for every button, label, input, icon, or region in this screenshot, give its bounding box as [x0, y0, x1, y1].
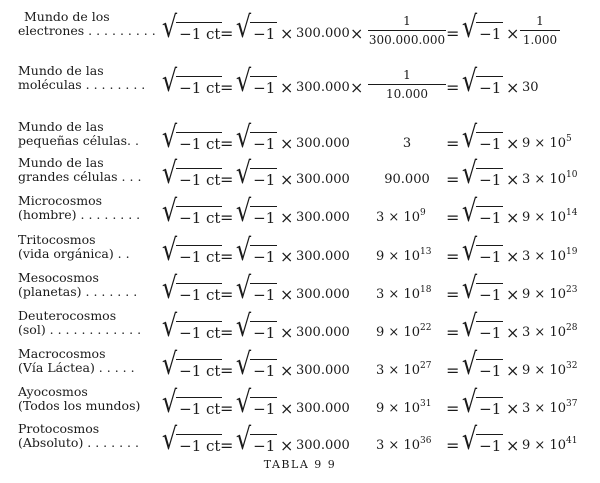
- equals-sign: =: [446, 361, 460, 380]
- term-power: $9 \times 10^{13}$: [376, 247, 432, 264]
- term-fraction: $\frac{1}{10.000}$: [368, 68, 446, 101]
- times-sign: ×: [506, 247, 520, 266]
- equals-sign: =: [220, 247, 234, 266]
- term-fraction: $\frac{1}{300.000.000}$: [368, 14, 446, 47]
- sqrt-one: √ −1: [235, 385, 276, 420]
- equals-sign: =: [220, 170, 234, 189]
- equals-sign: =: [220, 24, 234, 43]
- sqrt-one: √ −1: [461, 271, 502, 306]
- row-label-line1: Ayocosmos: [18, 384, 88, 399]
- equals-sign: =: [220, 134, 234, 153]
- row-label-line2: electrones . . . . . . . . .: [18, 23, 156, 38]
- sqrt-one: √ −1: [461, 10, 502, 45]
- times-sign: ×: [280, 323, 294, 342]
- table-row: [0, 420, 600, 460]
- sqrt-ct: √ −1 ct: [161, 271, 221, 306]
- equals-sign: =: [446, 208, 460, 227]
- sqrt-one: √ −1: [235, 233, 276, 268]
- sqrt-one: √ −1: [235, 347, 276, 382]
- row-label-line2: (Vía Láctea) . . . . .: [18, 360, 135, 375]
- times-sign: ×: [280, 134, 294, 153]
- row-label-line1: Mundo de las: [18, 155, 104, 170]
- equals-sign: =: [220, 78, 234, 97]
- sqrt-one: √ −1: [235, 309, 276, 344]
- sqrt-one: √ −1: [461, 120, 502, 155]
- times-sign: ×: [506, 134, 520, 153]
- factor-value: 300.000: [296, 363, 350, 378]
- result-power: $3 \times 10^{28}$: [522, 323, 578, 340]
- sqrt-one: √ −1: [235, 271, 276, 306]
- sqrt-one: √ −1: [461, 233, 502, 268]
- result-power: $9 \times 10^5$: [522, 134, 572, 151]
- sqrt-ct: √ −1 ct: [161, 385, 221, 420]
- row-label-line1: Mundo de las: [18, 119, 104, 134]
- times-sign: ×: [506, 24, 520, 43]
- times-sign: ×: [506, 208, 520, 227]
- factor-value: 300.000: [296, 287, 350, 302]
- equals-sign: =: [220, 399, 234, 418]
- times-sign: ×: [280, 208, 294, 227]
- times-sign: ×: [280, 361, 294, 380]
- times-sign: ×: [280, 24, 294, 43]
- sqrt-one: √ −1: [461, 309, 502, 344]
- sqrt-one: √ −1: [461, 347, 502, 382]
- sqrt-one: √ −1: [461, 194, 502, 229]
- times-sign: ×: [506, 285, 520, 304]
- factor-value: 300.000: [296, 401, 350, 416]
- table-row: [0, 269, 600, 309]
- row-label-line2: (sol) . . . . . . . . . . . .: [18, 322, 142, 337]
- equals-sign: =: [446, 24, 460, 43]
- equals-sign: =: [446, 134, 460, 153]
- sqrt-ct: √ −1 ct: [161, 347, 221, 382]
- row-label-line1: Tritocosmos: [18, 232, 96, 247]
- times-sign: ×: [506, 170, 520, 189]
- sqrt-ct: √ −1 ct: [161, 64, 221, 99]
- sqrt-one: √ −1: [461, 156, 502, 191]
- equals-sign: =: [220, 208, 234, 227]
- times-sign: ×: [506, 78, 520, 97]
- row-label-line2: (planetas) . . . . . . .: [18, 284, 138, 299]
- times-sign: ×: [506, 399, 520, 418]
- row-label-line2: (hombre) . . . . . . . .: [18, 207, 141, 222]
- row-label-line2: moléculas . . . . . . . .: [18, 77, 146, 92]
- times-sign: ×: [280, 285, 294, 304]
- equals-sign: =: [220, 285, 234, 304]
- table-row: [0, 307, 600, 347]
- term-power: $3 \times 10^{27}$: [376, 361, 432, 378]
- result-power: $9 \times 10^{32}$: [522, 361, 578, 378]
- sqrt-ct: √ −1 ct: [161, 422, 221, 457]
- term-value: 3: [402, 136, 412, 151]
- term-value: 90.000: [384, 172, 430, 187]
- sqrt-ct: √ −1 ct: [161, 194, 221, 229]
- sqrt-ct: √ −1 ct: [161, 233, 221, 268]
- term-power: $9 \times 10^{22}$: [376, 323, 432, 340]
- factor-value: 300.000: [296, 325, 350, 340]
- sqrt-one: √ −1: [235, 64, 276, 99]
- table-row: [0, 154, 600, 194]
- term-power: $9 \times 10^{31}$: [376, 399, 432, 416]
- equals-sign: =: [220, 323, 234, 342]
- sqrt-one: √ −1: [235, 10, 276, 45]
- row-label-line2: pequeñas células. .: [18, 133, 139, 148]
- row-label-line1: Protocosmos: [18, 421, 100, 436]
- row-label-line1: Microcosmos: [18, 193, 103, 208]
- factor-value: 300.000: [296, 26, 350, 41]
- sqrt-ct: √ −1 ct: [161, 10, 221, 45]
- sqrt-ct: √ −1 ct: [161, 156, 221, 191]
- table-caption: TABLA 9 9: [263, 458, 337, 471]
- sqrt-one: √ −1: [461, 64, 502, 99]
- factor-value: 300.000: [296, 210, 350, 225]
- table-row: [0, 8, 600, 48]
- result-power: $9 \times 10^{41}$: [522, 436, 578, 453]
- times-sign: ×: [280, 78, 294, 97]
- table-row: [0, 62, 600, 102]
- row-label-line1: Mundo de las: [18, 63, 104, 78]
- row-label-line2: grandes células . . .: [18, 169, 142, 184]
- row-label-line2: (vida orgánica) . .: [18, 246, 130, 261]
- row-label-line2: (Todos los mundos): [18, 398, 141, 413]
- row-label-line1: Deuterocosmos: [18, 308, 117, 323]
- result-power: $3 \times 10^{37}$: [522, 399, 578, 416]
- sqrt-one: √ −1: [235, 422, 276, 457]
- result-power: $3 \times 10^{19}$: [522, 247, 578, 264]
- factor-value: 300.000: [296, 249, 350, 264]
- sqrt-one: √ −1: [235, 120, 276, 155]
- table-row: [0, 231, 600, 271]
- table-row: [0, 383, 600, 423]
- sqrt-one: √ −1: [461, 385, 502, 420]
- times-sign: ×: [350, 78, 364, 97]
- times-sign: ×: [350, 24, 364, 43]
- equals-sign: =: [446, 285, 460, 304]
- factor-value: 300.000: [296, 80, 350, 95]
- row-label-line1: Macrocosmos: [18, 346, 106, 361]
- factor-value: 300.000: [296, 136, 350, 151]
- times-sign: ×: [506, 436, 520, 455]
- result-fraction: $\frac{1}{1.000}$: [520, 14, 560, 47]
- result-power: $9 \times 10^{14}$: [522, 208, 578, 225]
- factor-value: 300.000: [296, 172, 350, 187]
- equals-sign: =: [446, 78, 460, 97]
- equals-sign: =: [446, 323, 460, 342]
- times-sign: ×: [506, 323, 520, 342]
- sqrt-one: √ −1: [235, 156, 276, 191]
- term-power: $3 \times 10^{18}$: [376, 285, 432, 302]
- sqrt-ct: √ −1 ct: [161, 309, 221, 344]
- table-row: [0, 118, 600, 158]
- result-value: 30: [522, 80, 539, 95]
- factor-value: 300.000: [296, 438, 350, 453]
- equals-sign: =: [220, 361, 234, 380]
- times-sign: ×: [280, 436, 294, 455]
- term-power: $3 \times 10^{36}$: [376, 436, 432, 453]
- result-power: $9 \times 10^{23}$: [522, 285, 578, 302]
- sqrt-one: √ −1: [461, 422, 502, 457]
- equals-sign: =: [446, 247, 460, 266]
- row-label-line2: (Absoluto) . . . . . . .: [18, 435, 139, 450]
- row-label-line1: Mundo de los: [24, 9, 110, 24]
- equals-sign: =: [446, 399, 460, 418]
- times-sign: ×: [280, 247, 294, 266]
- sqrt-ct: √ −1 ct: [161, 120, 221, 155]
- term-power: $3 \times 10^9$: [376, 208, 426, 225]
- sqrt-one: √ −1: [235, 194, 276, 229]
- times-sign: ×: [280, 399, 294, 418]
- times-sign: ×: [506, 361, 520, 380]
- times-sign: ×: [280, 170, 294, 189]
- equals-sign: =: [446, 170, 460, 189]
- table-row: [0, 345, 600, 385]
- equals-sign: =: [446, 436, 460, 455]
- table-row: [0, 192, 600, 232]
- result-power: $3 \times 10^{10}$: [522, 170, 578, 187]
- equals-sign: =: [220, 436, 234, 455]
- row-label-line1: Mesocosmos: [18, 270, 99, 285]
